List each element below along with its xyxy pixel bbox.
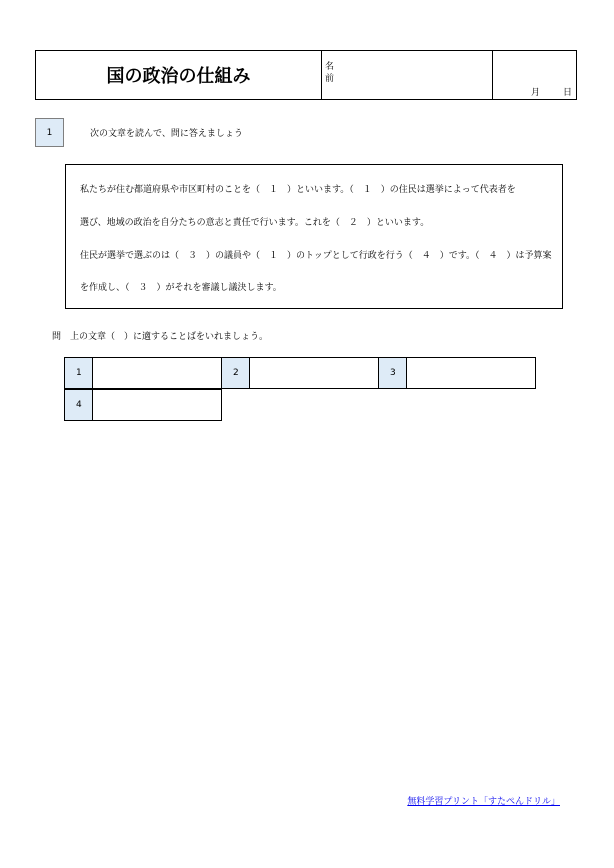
passage-line: を作成し、（ ３ ）がそれを審議し議決します。 — [80, 283, 282, 293]
name-field[interactable] — [322, 51, 493, 99]
answer-number: 1 — [65, 358, 93, 389]
answer-box-3[interactable] — [407, 358, 536, 389]
worksheet-header — [35, 50, 577, 100]
answer-number: 3 — [379, 358, 407, 389]
answer-number: 4 — [65, 390, 93, 421]
day-label: 日 — [562, 88, 572, 98]
answer-row-1 — [64, 357, 536, 389]
passage-line: 選び、地域の政治を自分たちの意志と責任で行います。これを（ ２ ）といいます。 — [80, 218, 430, 228]
passage-line: 私たちが住む都道府県や市区町村のことを（ １ ）といいます。（ １ ）の住民は選挙によって代表者を — [80, 185, 516, 195]
reading-passage — [65, 164, 563, 309]
section-number: 1 — [35, 118, 64, 147]
name-label: 名前 — [325, 62, 335, 84]
answer-row-2 — [64, 389, 222, 421]
passage-line: 住民が選挙で選ぶのは（ ３ ）の議員や（ １ ）のトップとして行政を行う（ ４ ）です。（ ４ ）は予算案 — [80, 251, 552, 261]
answer-number: 2 — [222, 358, 250, 389]
footer-link[interactable]: 無料学習プリント「すたぺんドリル」 — [407, 797, 560, 807]
answer-box-2[interactable] — [250, 358, 379, 389]
page-title: 国の政治の仕組み — [36, 51, 322, 99]
answer-box-4[interactable] — [93, 390, 222, 421]
date-field[interactable] — [493, 51, 576, 99]
question-prompt: 問 上の文章（ ）に適することばをいれましょう。 — [52, 332, 269, 342]
answer-box-1[interactable] — [93, 358, 222, 389]
month-label: 月 — [531, 88, 541, 98]
section-instruction: 次の文章を読んで、問に答えましょう — [90, 129, 243, 139]
